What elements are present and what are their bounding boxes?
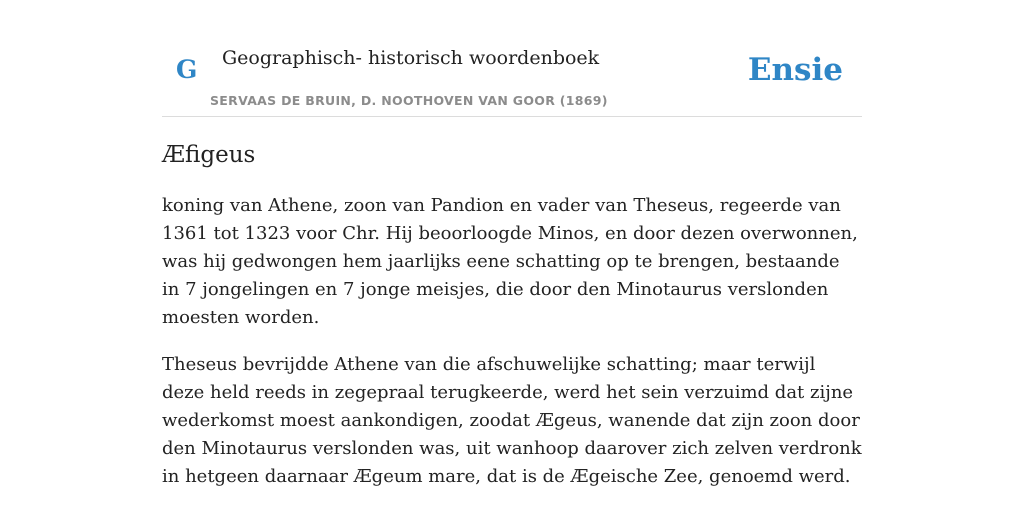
- dictionary-title[interactable]: Geographisch- historisch woordenboek: [222, 47, 600, 69]
- entry-title: Æfigeus: [162, 142, 256, 168]
- dictionary-authors: SERVAAS DE BRUIN, D. NOOTHOVEN VAN GOOR (1869): [210, 93, 608, 108]
- dictionary-logo-icon[interactable]: G: [176, 55, 198, 84]
- entry-paragraph-2: Theseus bevrijdde Athene van die afschuwelijke schatting; maar terwijl deze held reeds in zegepraal terugkeerde, werd het sein verzuimd dat zijne wederkomst moest aankondigen, zoodat Ægeus, wanende dat zijn zoon door den Minotaurus verslonden was, uit wanhoop daarover zich zelven verdronk in hetgeen daarnaar Ægeum mare, dat is de Ægeische Zee, genoemd werd.: [162, 354, 862, 487]
- entry-body: [162, 192, 862, 510]
- entry-paragraph-1: koning van Athene, zoon van Pandion en vader van Theseus, regeerde van 1361 tot 1323 voor Chr. Hij beoorloogde Minos, en door dezen overwonnen, was hij gedwongen hem jaarlijks eene schatting op te brengen, bestaande in 7 jongelingen en 7 jonge meisjes, die door den Minotaurus verslonden moesten worden.: [162, 195, 858, 328]
- dictionary-header: [162, 0, 862, 117]
- ensie-logo[interactable]: Ensie: [747, 52, 843, 88]
